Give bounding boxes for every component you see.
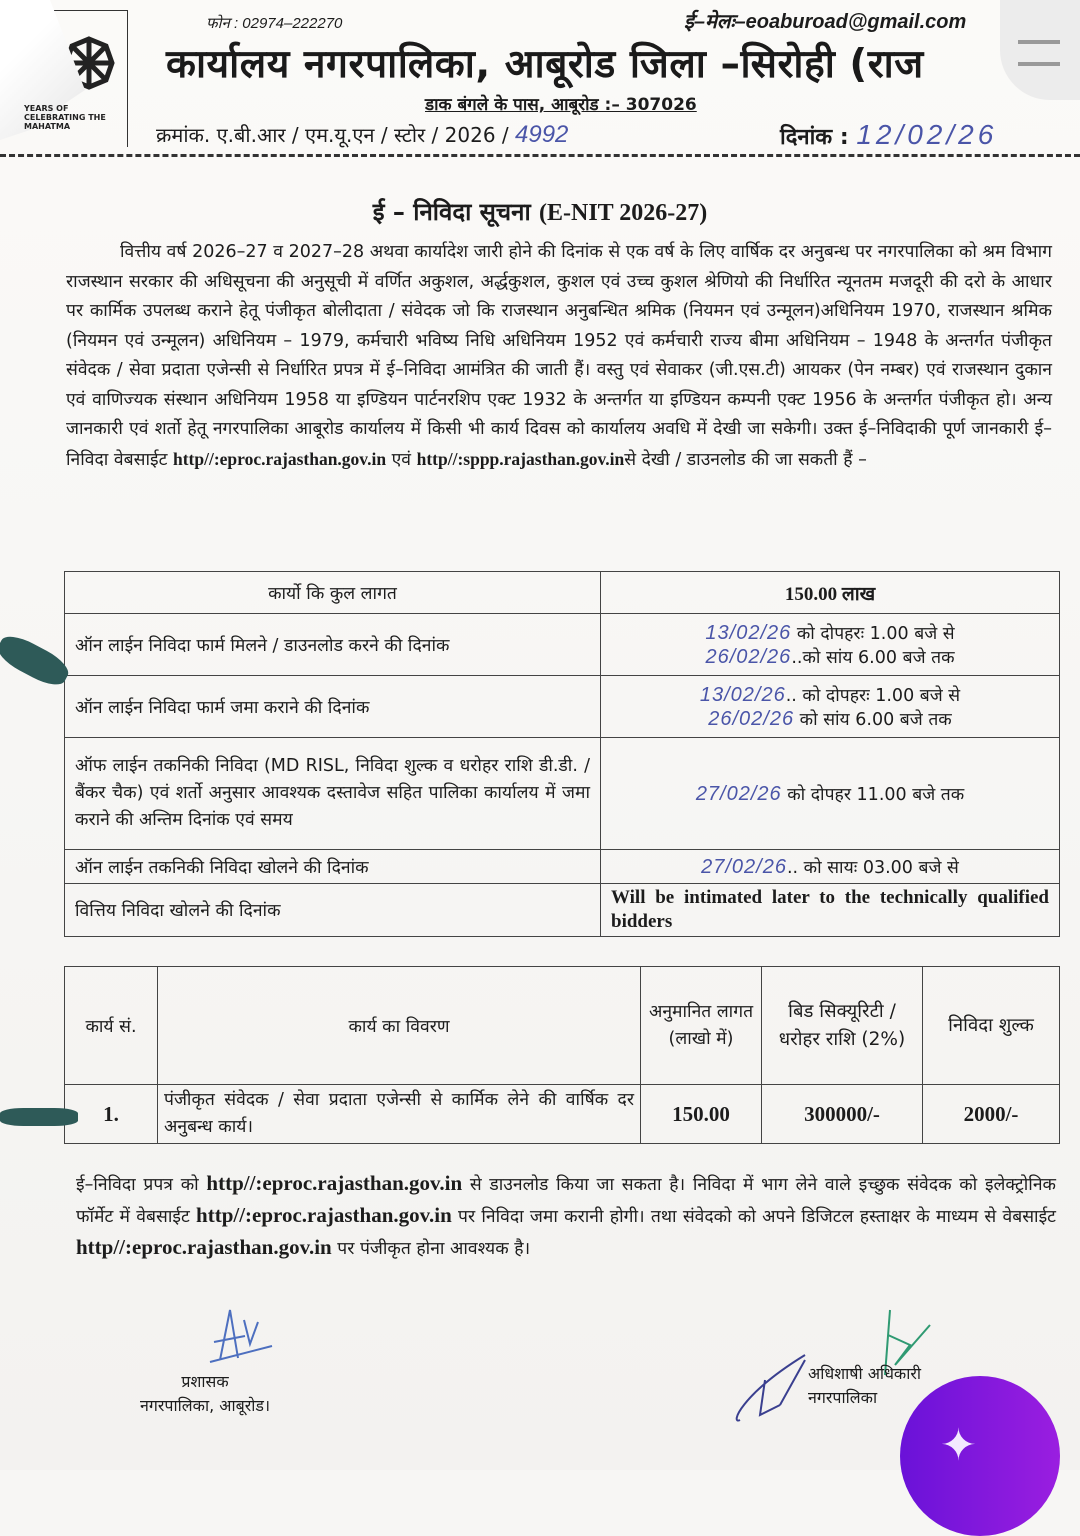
eproc-link[interactable]: http//:eproc.rajasthan.gov.in bbox=[206, 1171, 463, 1195]
estimated-cost: 150.00 bbox=[641, 1085, 762, 1144]
binding-string bbox=[0, 630, 73, 692]
date-label: दिनांक : bbox=[780, 125, 857, 150]
binding-string bbox=[0, 1108, 78, 1126]
issue-date bbox=[780, 119, 997, 151]
handwritten-date: 26/02/26 bbox=[705, 645, 792, 668]
paragraph-text: वित्तीय वर्ष 2026–27 व 2027–28 अथवा कार्यादेश जारी होने की दिनांक से एक वर्ष के लिए वार्षिक दर अनुबन्ध पर नगरपालिका को श्रम विभाग राजस्थान सरकार की अधिसूचना की अनुसूची में वर्णित अकुशल, अर्द्धकुशल, कुशल एवं उच्च कुशल श्रेणियो की निर्धारित न्यूनतम मजदूरी की दरो के आधार पर कार्मिक उपलब्ध कराने हेतू पंजीकृत बोलीदाता / संवेदक जो कि राजस्थान अनुबन्धित श्रमिक (नियमन एवं उन्मूलन)अधिनियम 1970, राजस्थान श्रमिक (नियमन एवं उन्मूलन) अधिनियम – 1979, कर्मचारी भविष्य निधि अधिनियम 1952 एवं कर्मचारी राज्य बीमा अधिनियम – 1948 के अन्तर्गत पंजीकृत संवेदक / सेवा प्रदाता एजेन्सी से निर्धारित प्रपत्र में ई–निविदा आमंत्रित की जाती हैं। वस्तु एवं सेवाकर (जी.एस.टी) आयकर (पेन नम्बर) एवं राजस्थान दुकान एवं वाणिज्यक संस्थान अधिनियम 1958 या इण्डियन पार्टनरशिप एक्ट 1932 के अन्तर्गत या इण्डियन कम्पनी एक्ट 1956 के अन्तर्गत पंजीकृत हो। अन्य जानकारी एवं शर्तो हेतू नगरपालिका आबूरोड कार्यालय में किसी भी कार्य दिवस को कार्यालय अवधि में देखी जा सकेगी। उक्त ई–निविदाकी पूर्ण जानकारी ई–निविदा वेबसाईट bbox=[66, 242, 1052, 470]
work-description: पंजीकृत संवेदक / सेवा प्रदाता एजेन्सी से कार्मिक लेने की वार्षिक दर अनुबन्ध कार्य। bbox=[158, 1085, 641, 1144]
handwritten-date: 27/02/26 bbox=[701, 855, 787, 878]
and-word: एवं bbox=[386, 449, 417, 470]
col-work-no: कार्य सं. bbox=[65, 967, 158, 1085]
work-table bbox=[64, 966, 1060, 1144]
signatory-left-title: प्रशासक bbox=[181, 1372, 229, 1391]
signatory-left bbox=[140, 1370, 270, 1418]
table-row bbox=[65, 614, 1060, 676]
time-text: को दोपहरः 1.00 बजे से bbox=[791, 623, 955, 644]
handwritten-date: 27/02/26 bbox=[695, 782, 782, 805]
table-row bbox=[65, 1085, 1060, 1144]
ai-sparkle-icon[interactable]: ✦ bbox=[940, 1420, 977, 1471]
time-text: .. को सायः 03.00 बजे से bbox=[786, 857, 959, 878]
signatory-right-title: अधिशाषी अधिकारी bbox=[808, 1364, 922, 1383]
table-row bbox=[65, 572, 1060, 614]
sppp-link[interactable]: http//:sppp.rajasthan.gov.in bbox=[416, 448, 625, 469]
email-address: ई–मेलः–eoaburoad@gmail.com bbox=[684, 11, 967, 33]
technical-opening-label: ऑन लाईन तकनिकी निविदा खोलने की दिनांक bbox=[65, 850, 601, 884]
phone-number: फोन : 02974–222270 bbox=[206, 15, 343, 32]
date-value: 12/02/26 bbox=[856, 119, 998, 150]
left-signature bbox=[200, 1300, 280, 1370]
handwritten-date: 13/02/26 bbox=[705, 621, 792, 644]
reference-line bbox=[156, 121, 568, 149]
logo-text: YEARS OF CELEBRATING THE MAHATMA bbox=[24, 104, 106, 131]
office-title: कार्यालय नगरपालिका, आबूरोड जिला –सिरोही (राज bbox=[166, 42, 924, 87]
submit-date-value bbox=[601, 676, 1060, 738]
table-row bbox=[65, 850, 1060, 884]
submit-date-label: ऑन लाईन निविदा फार्म जमा कराने की दिनांक bbox=[65, 676, 601, 738]
notice-title-hindi: ई – निविदा सूचना bbox=[372, 198, 540, 226]
technical-opening-value bbox=[601, 850, 1060, 884]
eproc-link[interactable]: http//:eproc.rajasthan.gov.in bbox=[76, 1235, 332, 1259]
signatory-right-org: नगरपालिका bbox=[808, 1388, 878, 1407]
financial-opening-value: Will be intimated later to the technically qualified bidders bbox=[601, 884, 1060, 937]
notice-title-english: (E-NIT 2026-27) bbox=[539, 200, 708, 226]
table-row bbox=[65, 884, 1060, 937]
footer-text: ई–निविदा प्रपत्र को bbox=[76, 1175, 207, 1195]
ai-assistant-button[interactable] bbox=[900, 1376, 1060, 1536]
download-date-value bbox=[601, 614, 1060, 676]
handwritten-date: 13/02/26 bbox=[699, 683, 786, 706]
notice-title bbox=[0, 195, 1080, 228]
office-address: डाक बंगले के पास, आबूरोड :– 307026 bbox=[425, 95, 697, 115]
offline-submission-label: ऑफ लाईन तकनिकी निविदा (MD RISL, निविदा शुल्क व धरोहर राशि डी.डी. / बैंकर चैक) एवं शर्तो अनुसार आवश्यक दस्तावेज सहित पालिका कार्यालय में जमा कराने की अन्तिम दिनांक एवं समय bbox=[65, 738, 601, 850]
time-text: .. को दोपहरः 1.00 बजे से bbox=[785, 685, 961, 706]
signatory-right bbox=[808, 1362, 921, 1410]
footer-paragraph bbox=[76, 1168, 1056, 1264]
header-divider bbox=[0, 154, 1080, 157]
offline-submission-value bbox=[601, 738, 1060, 850]
table-row bbox=[65, 676, 1060, 738]
col-bid-security: बिड सिक्यूरिटी / धरोहर राशि (2%) bbox=[762, 967, 923, 1085]
footer-text: पर पंजीकृत होना आवश्यक है। bbox=[331, 1239, 531, 1259]
schedule-table bbox=[64, 571, 1060, 937]
table-header-row bbox=[65, 967, 1060, 1085]
col-estimated-cost: अनुमानित लागत (लाखो में) bbox=[641, 967, 762, 1085]
hamburger-icon[interactable] bbox=[1018, 40, 1060, 66]
footer-text: से डाउनलोड किया जा सकता है। निविदा में भाग लेने वाले इच्छुक संवेदक को इलेक्ट्रोनिक फॉर्मेट में वेबसाईट bbox=[76, 1175, 1056, 1227]
table-row bbox=[65, 738, 1060, 850]
eproc-link[interactable]: http//:eproc.rajasthan.gov.in bbox=[172, 448, 387, 469]
handwritten-date: 26/02/26 bbox=[708, 707, 795, 730]
time-text: को दोपहर 11.00 बजे तक bbox=[781, 784, 965, 805]
download-date-label: ऑन लाईन निविदा फार्म मिलने / डाउनलोड करने की दिनांक bbox=[65, 614, 601, 676]
reference-prefix: क्रमांक. ए.बी.आर / एम.यू.एन / स्टोर / 2026 / bbox=[156, 123, 515, 147]
financial-opening-label: वित्तिय निविदा खोलने की दिनांक bbox=[65, 884, 601, 937]
col-tender-fee: निविदा शुल्क bbox=[923, 967, 1060, 1085]
cost-label: कार्यो कि कुल लागत bbox=[65, 572, 601, 614]
bid-security: 300000/- bbox=[762, 1085, 923, 1144]
reference-number: 4992 bbox=[515, 121, 569, 148]
work-number: 1. bbox=[65, 1085, 158, 1144]
notice-paragraph bbox=[66, 238, 1052, 475]
time-text: ..को सांय 6.00 बजे तक bbox=[791, 647, 955, 668]
tender-fee: 2000/- bbox=[923, 1085, 1060, 1144]
time-text: को सांय 6.00 बजे तक bbox=[794, 709, 952, 730]
paragraph-end: से देखी / डाउनलोड की जा सकती हैं – bbox=[624, 449, 867, 470]
col-description: कार्य का विवरण bbox=[158, 967, 641, 1085]
signatory-left-org: नगरपालिका, आबूरोड। bbox=[140, 1396, 271, 1415]
eproc-link[interactable]: http//:eproc.rajasthan.gov.in bbox=[196, 1203, 452, 1227]
footer-text: पर निविदा जमा करानी होगी। तथा संवेदको को अपने डिजिटल हस्ताक्षर के माध्यम से वेबसाईट bbox=[451, 1207, 1056, 1227]
logo-caption bbox=[24, 104, 114, 131]
cost-value: 150.00 लाख bbox=[601, 572, 1060, 614]
